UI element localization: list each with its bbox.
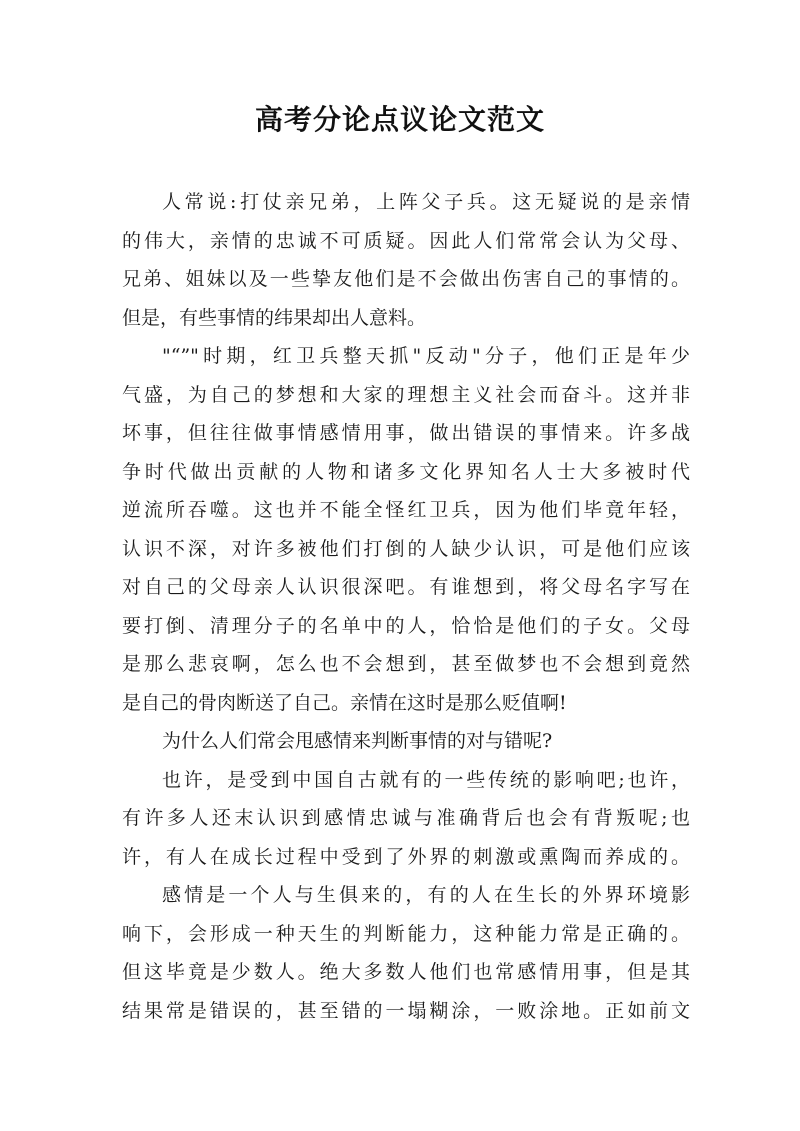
text-line: 也许，是受到中国自古就有的一些传统的影响吧;也许， <box>162 768 690 791</box>
text-line: 人常说:打仗亲兄弟，上阵父子兵。这无疑说的是亲情 <box>162 191 690 213</box>
text-line: 许，有人在成长过程中受到了外界的刺激或熏陶而养成的。 <box>122 845 690 868</box>
text-line: 感情是一个人与生俱来的，有的人在生长的外界环境影 <box>162 884 690 906</box>
text-line: 坏事，但往往做事情感情用事，做出错误的事情来。许多战 <box>122 422 690 444</box>
text-line: 响下，会形成一种天生的判断能力，这种能力常是正确的。 <box>122 922 690 945</box>
text-line: 对自己的父母亲人认识很深吧。有谁想到，将父母名字写在 <box>122 576 690 598</box>
text-line: 的伟大，亲情的忠诚不可质疑。因此人们常常会认为父母、 <box>122 229 690 252</box>
text-line: 有许多人还末认识到感情忠诚与准确背后也会有背叛呢;也 <box>122 807 690 829</box>
text-line: 气盛，为自己的梦想和大家的理想主义社会而奋斗。这并非 <box>122 383 690 406</box>
text-line: "“”"时期，红卫兵整天抓"反动"分子，他们正是年少 <box>162 345 690 367</box>
text-line: 逆流所吞噬。这也并不能全怪红卫兵，因为他们毕竟年轻， <box>122 499 690 521</box>
text-line: 兄弟、姐妹以及一些挚友他们是不会做出伤害自己的事情的。 <box>122 268 690 290</box>
text-line: 争时代做出贡献的人物和诸多文化界知名人士大多被时代 <box>122 460 690 483</box>
text-line: 但这毕竟是少数人。绝大多数人他们也常感情用事，但是其 <box>122 961 690 983</box>
text-line: 要打倒、清理分子的名单中的人，恰恰是他们的子女。父母 <box>122 614 690 637</box>
text-line: 是那么悲哀啊，怎么也不会想到，甚至做梦也不会想到竟然 <box>122 653 690 675</box>
text-line: 为什么人们常会甩感情来判断事情的对与错呢? <box>162 730 553 752</box>
document-title: 高考分论点议论文范文 <box>254 103 545 136</box>
text-line: 认识不深，对许多被他们打倒的人缺少认识，可是他们应该 <box>122 537 690 560</box>
text-line: 结果常是错误的，甚至错的一塌糊涂，一败涂地。正如前文 <box>122 999 690 1022</box>
text-line: 是自己的骨肉断送了自己。亲情在这时是那么贬值啊! <box>122 691 567 714</box>
text-line: 但是，有些事情的纬果却出人意料。 <box>122 306 427 329</box>
document-body <box>122 183 690 1030</box>
